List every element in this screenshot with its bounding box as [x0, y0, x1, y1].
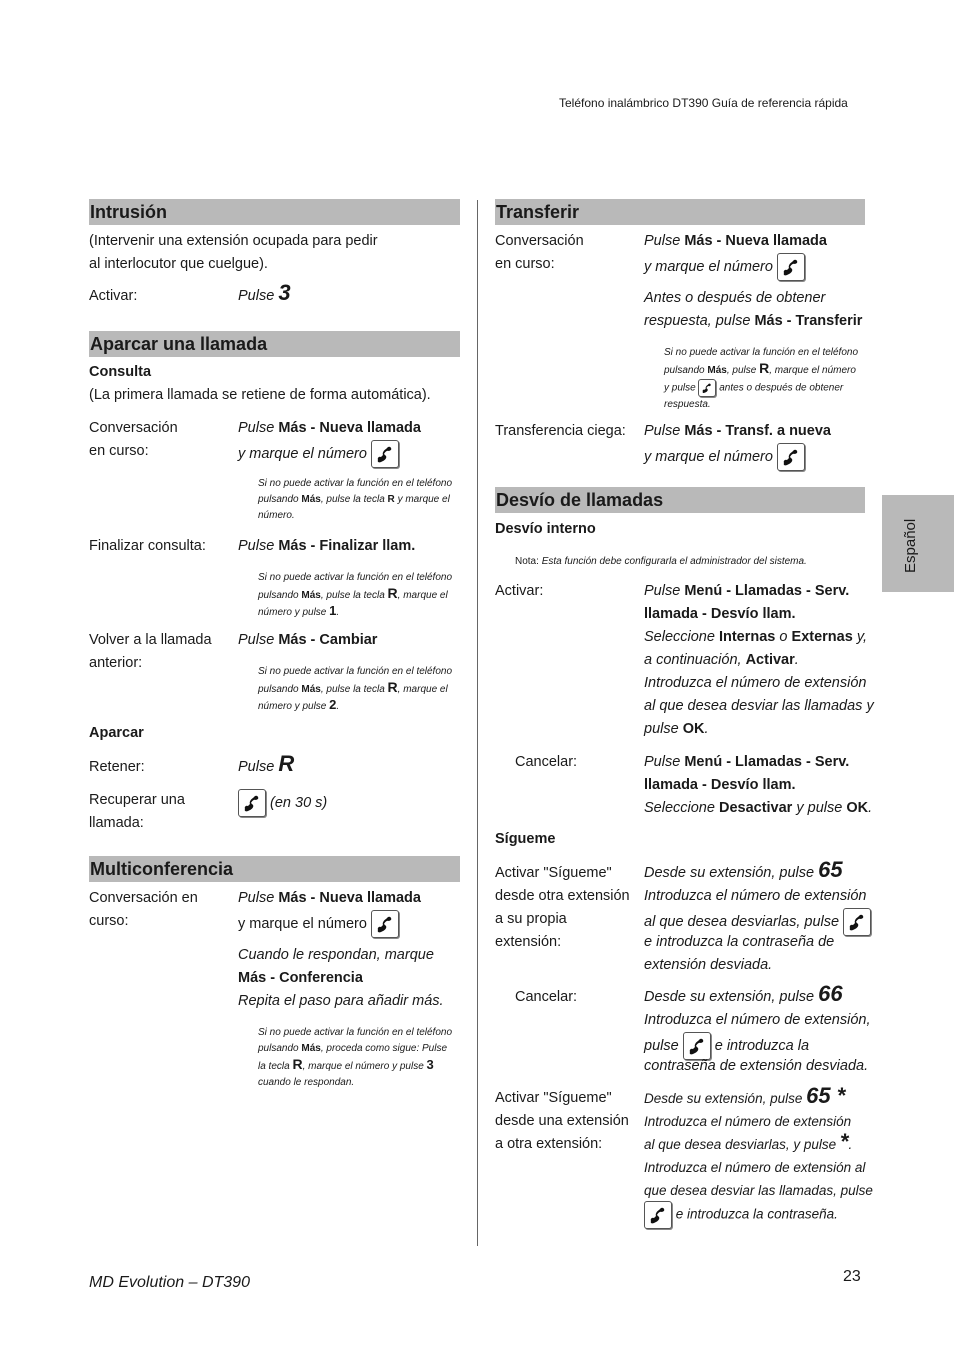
volver-note: Si no puede activar la función en el teléfono pulsando Más, pulse la tecla R, marque el número y pulse 2.: [258, 666, 453, 712]
intrusion-activar-instruction: Pulse 3: [238, 280, 291, 305]
transferir-antes-line2: respuesta, pulse Más - Transferir: [644, 313, 863, 329]
retener-label: Retener:: [89, 759, 145, 775]
sigueme-step5: extensión desviada.: [644, 957, 773, 973]
section-intrusion-title: Intrusión: [89, 199, 460, 225]
sigueme-step1: Desde su extensión, pulse 65: [644, 857, 843, 882]
page-number: 23: [843, 1268, 861, 1285]
sigueme2-step3: al que desea desviarlas, y pulse *.: [644, 1129, 853, 1154]
sigueme2-step1: Desde su extensión, pulse 65 *: [644, 1083, 846, 1108]
finalizar-instruction: Pulse Más - Finalizar llam.: [238, 538, 416, 554]
transferir-conv-line1: Conversación: [495, 233, 584, 249]
finalizar-note: Si no puede activar la función en el teléfono pulsando Más, pulse la tecla R, marque el número y pulse 1.: [258, 572, 453, 618]
finalizar-label: Finalizar consulta:: [89, 538, 206, 554]
section-transferir-title: Transferir: [495, 199, 865, 225]
recuperar-label-line1: Recuperar una: [89, 792, 185, 808]
desvio-activar-label: Activar:: [495, 583, 544, 599]
desvio-cancelar-l2: llamada - Desvío llam.: [644, 777, 796, 793]
desvio-interno-heading: Desvío interno: [495, 521, 596, 537]
desvio-activar-l3: Seleccione Internas o Externas y,: [644, 629, 868, 645]
multi-step2: y marque el número: [238, 910, 399, 938]
transferir-antes-line1: Antes o después de obtener: [644, 290, 826, 306]
consulta-step2: y marque el número: [238, 440, 399, 468]
desvio-activar-l6: al que desea desviar las llamadas y: [644, 698, 874, 714]
volver-instruction: Pulse Más - Cambiar: [238, 632, 378, 648]
recuperar-instruction: (en 30 s): [238, 789, 327, 817]
sigueme2-step5: que desea desviar las llamadas, pulse: [644, 1183, 873, 1198]
intrusion-activar-label: Activar:: [89, 288, 138, 304]
sigueme-cancelar-label: Cancelar:: [515, 989, 578, 1005]
sigueme-act-l3: a su propia: [495, 911, 567, 927]
desvio-nota: Nota: Esta función debe configurarla el administrador del sistema.: [515, 556, 807, 567]
handset-key-icon: [843, 908, 871, 936]
sigueme-step2: Introduzca el número de extensión: [644, 888, 867, 904]
handset-key-icon: [777, 443, 805, 471]
desvio-cancelar-l3: Seleccione Desactivar y pulse OK.: [644, 800, 873, 816]
sigueme-act-l2: desde otra extensión: [495, 888, 630, 904]
key-3: 3: [278, 280, 291, 305]
volver-label-line2: anterior:: [89, 655, 143, 671]
desvio-activar-l5: Introduzca el número de extensión: [644, 675, 867, 691]
desvio-cancelar-l1: Pulse Menú - Llamadas - Serv.: [644, 754, 850, 770]
sigueme-act-l4: extensión:: [495, 934, 562, 950]
sigueme-step4: e introduzca la contraseña de: [644, 934, 835, 950]
desvio-activar-l7: pulse OK.: [644, 721, 709, 737]
conv-label-line2: en curso:: [89, 443, 149, 459]
transferencia-ciega-step2: y marque el número: [644, 443, 805, 471]
section-multi-title: Multiconferencia: [89, 856, 460, 882]
multi-conferencia: Más - Conferencia: [238, 970, 363, 986]
aparcar-heading: Aparcar: [89, 725, 144, 741]
handset-key-icon: [238, 789, 266, 817]
intrusion-desc-line2: al interlocutor que cuelgue).: [89, 256, 268, 272]
document-header: Teléfono inalámbrico DT390 Guía de referencia rápida: [559, 96, 848, 110]
volver-label-line1: Volver a la llamada: [89, 632, 212, 648]
handset-key-icon: [777, 253, 805, 281]
language-tab-label: Español: [902, 518, 919, 573]
consulta-desc: (La primera llamada se retiene de forma automática).: [89, 387, 431, 403]
multi-conv-line1: Conversación en: [89, 890, 198, 906]
column-divider: [477, 200, 478, 1246]
multi-repita: Repita el paso para añadir más.: [238, 993, 444, 1009]
sigueme-act2-l2: desde una extensión: [495, 1113, 629, 1129]
transferencia-ciega-label: Transferencia ciega:: [495, 423, 626, 439]
multi-conv-line2: curso:: [89, 913, 129, 929]
multi-step1: Pulse Más - Nueva llamada: [238, 890, 421, 906]
sigueme2-step6: e introduzca la contraseña.: [644, 1201, 838, 1229]
consulta-step1: Pulse Más - Nueva llamada: [238, 420, 421, 436]
multi-note: Si no puede activar la función en el teléfono pulsando Más, proceda como sigue: Pulse la tecla R, marque el número y pulse 3 cuando le respondan.: [258, 1027, 453, 1088]
sigueme-act2-l1: Activar "Sígueme": [495, 1090, 612, 1106]
transferir-conv-line2: en curso:: [495, 256, 555, 272]
desvio-cancelar-label: Cancelar:: [515, 754, 578, 770]
sigueme-cancel-step2: Introduzca el número de extensión,: [644, 1012, 871, 1028]
transfer-key-icon: [698, 379, 716, 397]
sigueme-cancel-step4: contraseña de extensión desviada.: [644, 1058, 869, 1074]
intrusion-desc-line1: (Intervenir una extensión ocupada para pedir: [89, 233, 378, 249]
transferir-step2: y marque el número: [644, 253, 805, 281]
sigueme-heading: Sígueme: [495, 831, 556, 847]
sigueme-step3: al que desea desviarlas, pulse: [644, 908, 871, 936]
handset-key-icon: [371, 910, 399, 938]
transferir-note: Si no puede activar la función en el teléfono pulsando Más, pulse R, marque el número y pulse antes o después de obtener respuesta.: [664, 347, 859, 410]
conv-label-line1: Conversación: [89, 420, 178, 436]
transferencia-ciega-step1: Pulse Más - Transf. a nueva: [644, 423, 831, 439]
sigueme-act2-l3: a otra extensión:: [495, 1136, 603, 1152]
footer-model: MD Evolution – DT390: [89, 1274, 250, 1291]
sigueme-act-l1: Activar "Sígueme": [495, 865, 612, 881]
key-r: R: [278, 751, 295, 776]
consulta-note: Si no puede activar la función en el teléfono pulsando Más, pulse la tecla R y marque el número.: [258, 478, 453, 521]
section-aparcar-title: Aparcar una llamada: [89, 331, 460, 357]
language-tab: [882, 495, 954, 592]
multi-cuando: Cuando le respondan, marque: [238, 947, 434, 963]
section-desvio-title: Desvío de llamadas: [495, 487, 865, 513]
desvio-activar-l1: Pulse Menú - Llamadas - Serv.: [644, 583, 850, 599]
transferir-step1: Pulse Más - Nueva llamada: [644, 233, 827, 249]
handset-key-icon: [371, 440, 399, 468]
desvio-activar-l2: llamada - Desvío llam.: [644, 606, 796, 622]
sigueme2-step2: Introduzca el número de extensión: [644, 1114, 852, 1129]
sigueme2-step4: Introduzca el número de extensión al: [644, 1160, 866, 1175]
desvio-activar-l4: a continuación, Activar.: [644, 652, 799, 668]
sigueme-cancel-step3: pulse e introduzca la: [644, 1032, 809, 1060]
consulta-heading: Consulta: [89, 364, 152, 380]
retener-instruction: Pulse R: [238, 751, 295, 776]
recuperar-label-line2: llamada:: [89, 815, 144, 831]
handset-key-icon: [644, 1201, 672, 1229]
sigueme-cancel-step1: Desde su extensión, pulse 66: [644, 981, 843, 1006]
